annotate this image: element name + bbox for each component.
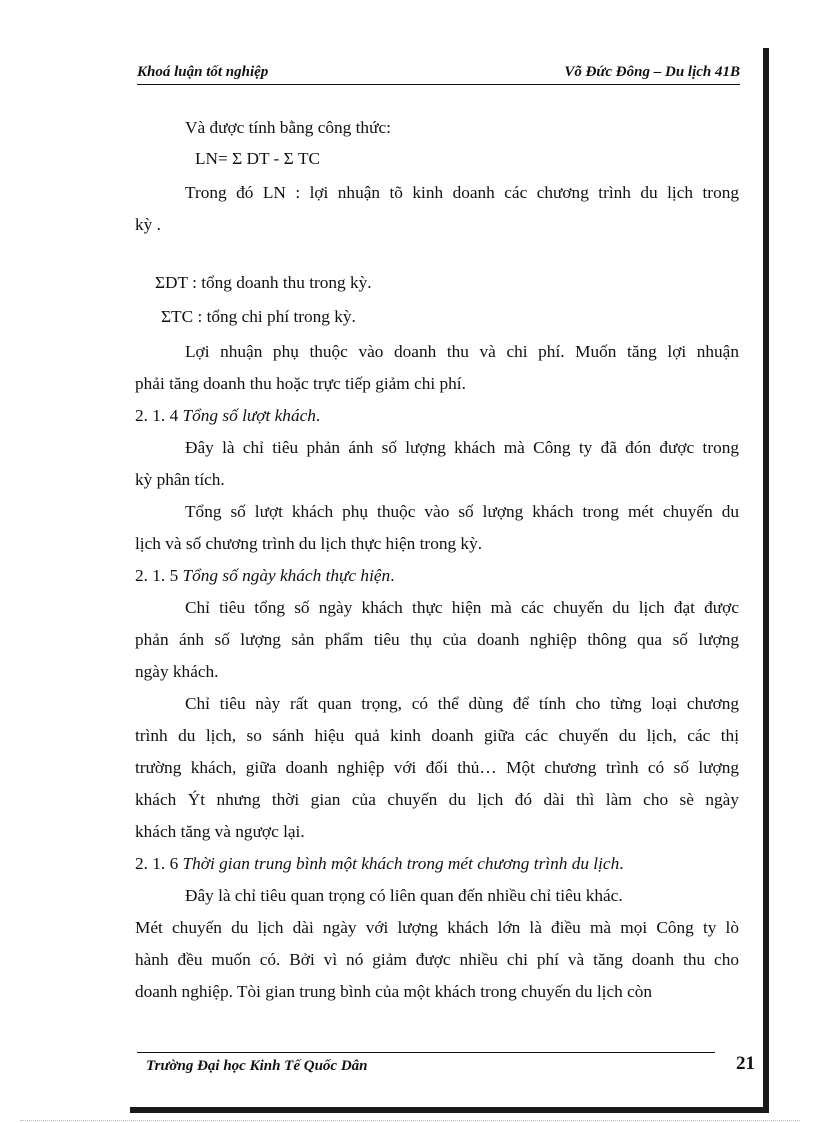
definition-tc: ΣTC : tổng chi phí trong kỳ. (161, 307, 356, 326)
formula: LN= Σ DT - Σ TC (195, 149, 321, 168)
section-heading-2-1-6 (135, 852, 739, 876)
paragraph-line: doanh nghiệp. Tòi gian trung bình của một khách trong chuyến du lịch còn (135, 982, 653, 1001)
section-number: 2. 1. 4 (135, 406, 183, 425)
section-title: Tổng số ngày khách thực hiện (182, 566, 391, 585)
paragraph-line: Trong đó LN : lợi nhuận tõ kinh doanh các chương trình du lịch trong (185, 183, 739, 202)
page-header (137, 64, 740, 85)
header-author: Võ Đức Đông – Du lịch 41B (564, 64, 740, 80)
section-title: Thời gian trung bình một khách trong mét chương trình du lịch (182, 854, 620, 873)
page-bottom-dots (20, 1120, 800, 1121)
paragraph-line: kỳ . (135, 215, 161, 234)
footer-school: Trường Đại học Kinh Tế Quốc Dân (146, 1058, 368, 1074)
paragraph-line: khách Ýt nhưng thời gian của chuyến du lịch đó dài thì làm cho sè ngày (135, 790, 739, 809)
section-period: . (390, 566, 395, 585)
paragraph-line: Và được tính bằng công thức: (185, 118, 391, 137)
paragraph-line: Tổng số lượt khách phụ thuộc vào số lượng khách trong mét chuyến du (185, 502, 739, 521)
section-number: 2. 1. 6 (135, 854, 183, 873)
section-title: Tổng số lượt khách (182, 406, 316, 425)
section-period: . (619, 854, 624, 873)
section-heading-2-1-5 (135, 564, 739, 588)
page-number: 21 (736, 1053, 755, 1074)
definition-dt: ΣDT : tổng doanh thu trong kỳ. (155, 273, 372, 292)
paragraph-line: trình du lịch, so sánh hiệu quả kinh doanh giữa các chuyến du lịch, các thị (135, 726, 739, 745)
section-heading-2-1-4 (135, 404, 739, 428)
paragraph-line: Chỉ tiêu tổng số ngày khách thực hiện mà các chuyến du lịch đạt được (185, 598, 739, 617)
paragraph-line: phản ánh số lượng sản phẩm tiêu thụ của doanh nghiệp thông qua số lượng (135, 630, 739, 649)
paragraph-line: phải tăng doanh thu hoặc trực tiếp giảm chi phí. (135, 374, 466, 393)
paragraph-line: lịch và số chương trình du lịch thực hiện trong kỳ. (135, 534, 483, 553)
header-thesis-title: Khoá luận tốt nghiệp (137, 64, 269, 80)
section-period: . (315, 406, 321, 425)
paragraph-line: Mét chuyến du lịch dài ngày với lượng khách lớn là điều mà mọi Công ty lò (135, 918, 739, 937)
paragraph-line: Đây là chỉ tiêu quan trọng có liên quan đến nhiều chỉ tiêu khác. (185, 886, 623, 905)
page-shadow-right (763, 48, 769, 1112)
paragraph-line: Lợi nhuận phụ thuộc vào doanh thu và chi phí. Muốn tăng lợi nhuận (185, 342, 739, 361)
paragraph-line: kỳ phân tích. (135, 470, 225, 489)
footer-rule (137, 1052, 715, 1053)
paragraph-line: Chỉ tiêu này rất quan trọng, có thể dùng để tính cho từng loại chương (185, 694, 739, 713)
paragraph-line: trường khách, giữa doanh nghiệp với đối thủ… Một chương trình có số lượng (135, 758, 739, 777)
paragraph-line: ngày khách. (135, 662, 219, 681)
paragraph-line: hành đều muốn có. Bởi vì nó giảm được nhiều chi phí và tăng doanh thu cho (135, 950, 739, 969)
page-shadow-bottom (130, 1107, 769, 1113)
paragraph-line: Đây là chỉ tiêu phản ánh số lượng khách mà Công ty đã đón được trong (185, 438, 739, 457)
paragraph-line: khách tăng và ngược lại. (135, 822, 305, 841)
section-number: 2. 1. 5 (135, 566, 183, 585)
